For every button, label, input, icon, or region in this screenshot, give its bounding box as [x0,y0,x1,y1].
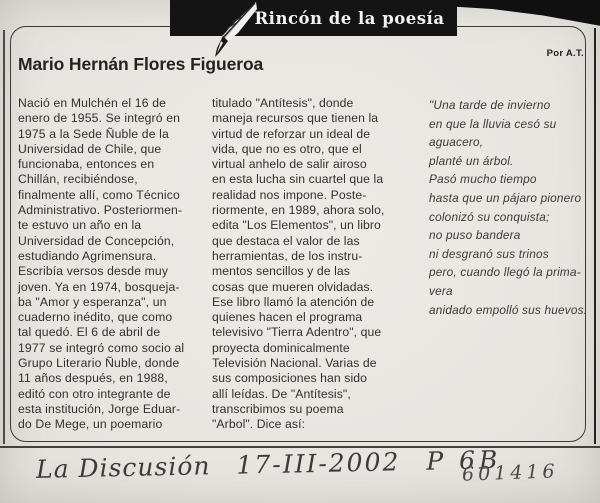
text-line: "Arbol". Dice así: [212,417,306,432]
text-line: vida, que no es otro, que el [212,141,362,156]
text-line: mentos sencillos y de las [212,264,350,279]
handwritten-newspaper-name: La Discusión [35,451,211,484]
text-line: virtual anhelo de salir airoso [212,157,367,172]
text-line: cuaderno inédito, que como [18,310,173,325]
text-line: allí leídas. De "Antítesis", [212,386,351,401]
text-line: 1975 a la Sede Ñuble de la [18,126,169,141]
text-line: colonizó su conquista; [429,209,550,224]
text-line: te estuvo un año en la [18,218,142,233]
text-line: Universidad de Chile, que [18,141,162,156]
text-line: planté un árbol. [429,153,514,168]
text-line: cosas que mueren olvidadas. [212,279,374,294]
scan-edge-line-left [3,30,5,444]
text-line: esta institución, Jorge Eduar- [18,401,181,416]
text-line: transcribimos su poema [212,401,344,416]
text-line: ni desgranó sus trinos [429,246,549,261]
quill-pen-icon [196,1,258,61]
text-line: vera [429,283,453,298]
text-line: Nació en Mulchén el 16 de [18,96,167,110]
text-line: realidad nos impone. Poste- [212,187,367,202]
text-line: enero de 1955. Se integró en [18,111,181,126]
text-line: Grupo Literario Ñuble, donde [18,356,180,371]
article-headline: Mario Hernán Flores Figueroa [18,54,264,74]
text-line: estudiando Agrimensura. [18,248,157,263]
text-line: hasta que un pájaro pionero [429,190,582,205]
text-line: Televisión Nacional. Varias de [212,356,377,371]
text-line: no puso bandera [429,228,521,243]
text-line: aguacero, [429,135,484,150]
byline: Por A.T. [546,48,584,59]
text-line: en esta lucha sin cuartel que la [212,172,384,187]
text-line: "Una tarde de invierno [429,98,551,112]
text-line: que destaca el valor de las [212,233,360,248]
handwritten-source-note [36,445,502,484]
handwritten-archive-number: 601416 [461,460,559,486]
text-line: Pasó mucho tiempo [429,172,537,187]
text-line: do De Mege, un poemario [18,417,163,432]
text-line: maneja recursos que tienen la [212,111,379,126]
text-line: Escribía versos desde muy [18,264,169,279]
scan-corner-artifact [456,0,600,28]
section-title: Rincón de la poesía [254,8,445,28]
text-line: funcionaba, entonces en [18,157,155,172]
scan-edge-line-right [594,28,596,444]
text-line: televisivo "Tierra Adentro", que [212,325,382,340]
text-line: Universidad de Concepción, [18,233,175,248]
poem-column [429,96,587,319]
text-line: en que la lluvia cesó su [429,116,557,131]
text-line: virtud de reforzar un ideal de [212,126,371,141]
text-line: joven. Ya en 1974, bosqueja- [18,279,180,294]
text-line: edita "Los Elementos", un libro [212,218,381,233]
text-line: anidado empolló sus huevos. [429,302,588,317]
text-line: ba "Amor y esperanza", un [18,294,167,309]
handwritten-date: 17-III-2002 [236,447,401,480]
bottom-divider-line [0,446,600,448]
text-line: Administrativo. Posteriormen- [18,203,183,218]
text-line: editó con otro integrante de [18,386,171,401]
text-line: pero, cuando llegó la prima- [429,265,581,280]
text-line: proyecta dominicalmente [212,340,350,355]
handwritten-page-ref: P 6B [426,445,502,476]
text-line: quienes hacen el programa [212,310,363,325]
text-line: herramientas, de los instru- [212,248,363,263]
text-line: Ese libro llamó la atención de [212,294,375,309]
text-line: 11 años después, en 1988, [18,371,168,386]
text-line: tal quedó. El 6 de abril de [18,325,161,340]
body-column-2 [212,96,384,433]
text-line: titulado "Antítesis", donde [212,96,354,110]
text-line: finalmente allí, como Técnico [18,187,180,202]
text-line: riormente, en 1989, ahora solo, [212,203,385,218]
text-line: sus composiciones han sido [212,371,368,386]
body-column-1 [18,96,184,433]
text-line: Chillán, recibiéndose, [18,172,138,187]
text-line: 1977 se integró como socio al [18,340,185,355]
